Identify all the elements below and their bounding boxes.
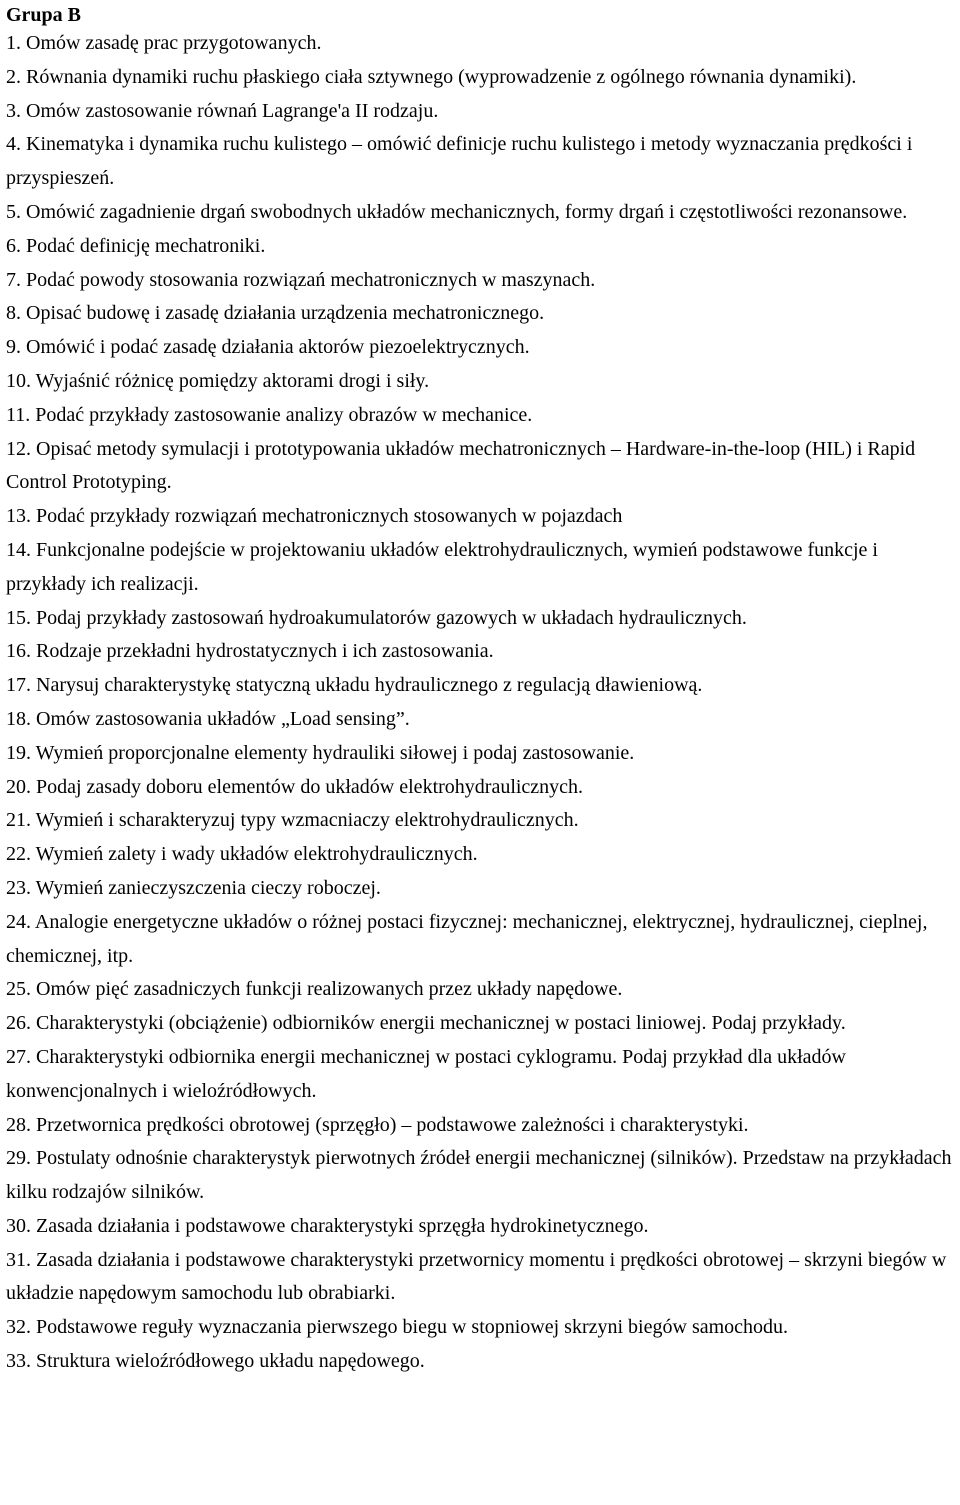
list-item: 22. Wymień zalety i wady układów elektrohydraulicznych. [6, 843, 478, 866]
list-item: 10. Wyjaśnić różnicę pomiędzy aktorami drogi i siły. [6, 369, 430, 392]
document-page [6, 3, 958, 1379]
list-item: 11. Podać przykłady zastosowanie analizy obrazów w mechanice. [6, 403, 533, 426]
list-item: 31. Zasada działania i podstawowe charakterystyki przetwornicy momentu i prędkości obrotowej – skrzyni biegów w układzie napędowym samochodu lub obrabiarki. [6, 1248, 947, 1305]
list-item: 32. Podstawowe reguły wyznaczania pierwszego biegu w stopniowej skrzyni biegów samochodu. [6, 1316, 789, 1339]
list-item: 17. Narysuj charakterystykę statyczną układu hydraulicznego z regulacją dławieniową. [6, 674, 703, 697]
list-item: 19. Wymień proporcjonalne elementy hydrauliki siłowej i podaj zastosowanie. [6, 741, 635, 764]
list-item: 8. Opisać budowę i zasadę działania urządzenia mechatronicznego. [6, 302, 545, 325]
list-item: 21. Wymień i scharakteryzuj typy wzmacniaczy elektrohydraulicznych. [6, 809, 579, 832]
list-item: 26. Charakterystyki (obciążenie) odbiorników energii mechanicznej w postaci liniowej. Podaj przykłady. [6, 1012, 846, 1035]
list-item: 2. Równania dynamiki ruchu płaskiego ciała sztywnego (wyprowadzenie z ogólnego równania dynamiki). [6, 65, 857, 88]
list-item: 18. Omów zastosowania układów „Load sensing”. [6, 707, 410, 730]
list-item: 5. Omówić zagadnienie drgań swobodnych układów mechanicznych, formy drgań i częstotliwości rezonansowe. [6, 200, 908, 223]
list-item: 33. Struktura wieloźródłowego układu napędowego. [6, 1350, 425, 1373]
list-item: 1. Omów zasadę prac przygotowanych. [6, 32, 322, 54]
list-item: 6. Podać definicję mechatroniki. [6, 234, 266, 257]
list-item: 12. Opisać metody symulacji i prototypowania układów mechatronicznych – Hardware-in-the-loop (HIL) i Rapid Control Prototyping. [6, 437, 916, 494]
list-item: 28. Przetwornica prędkości obrotowej (sprzęgło) – podstawowe zależności i charakterystyki. [6, 1113, 749, 1136]
list-item: 13. Podać przykłady rozwiązań mechatronicznych stosowanych w pojazdach [6, 505, 623, 528]
list-item: 9. Omówić i podać zasadę działania aktorów piezoelektrycznych. [6, 336, 530, 359]
list-item: 23. Wymień zanieczyszczenia cieczy roboczej. [6, 876, 381, 899]
list-item: 4. Kinematyka i dynamika ruchu kulistego – omówić definicje ruchu kulistego i metody wyznaczania prędkości i przyspieszeń. [6, 133, 913, 190]
list-item: 27. Charakterystyki odbiornika energii mechanicznej w postaci cyklogramu. Podaj przykład dla układów konwencjonalnych i wieloźródłowych. [6, 1045, 846, 1102]
list-item: 30. Zasada działania i podstawowe charakterystyki sprzęgła hydrokinetycznego. [6, 1214, 649, 1237]
list-item: 15. Podaj przykłady zastosowań hydroakumulatorów gazowych w układach hydraulicznych. [6, 606, 747, 629]
list-item: 3. Omów zastosowanie równań Lagrange'a II rodzaju. [6, 99, 439, 122]
list-item: 16. Rodzaje przekładni hydrostatycznych i ich zastosowania. [6, 640, 494, 663]
question-list [6, 27, 958, 1379]
list-item: 24. Analogie energetyczne układów o różnej postaci fizycznej: mechanicznej, elektrycznej, hydraulicznej, cieplnej, chemicznej, itp. [6, 910, 928, 967]
list-item: 14. Funkcjonalne podejście w projektowaniu układów elektrohydraulicznych, wymień podstawowe funkcje i przykłady ich realizacji. [6, 538, 878, 595]
list-item: 20. Podaj zasady doboru elementów do układów elektrohydraulicznych. [6, 775, 584, 798]
list-item: 25. Omów pięć zasadniczych funkcji realizowanych przez układy napędowe. [6, 978, 623, 1001]
document-title: Grupa B [6, 4, 82, 26]
list-item: 7. Podać powody stosowania rozwiązań mechatronicznych w maszynach. [6, 268, 596, 291]
list-item: 29. Postulaty odnośnie charakterystyk pierwotnych źródeł energii mechanicznej (silników). Przedstaw na przykładach kilku rodzajów silników. [6, 1147, 952, 1204]
